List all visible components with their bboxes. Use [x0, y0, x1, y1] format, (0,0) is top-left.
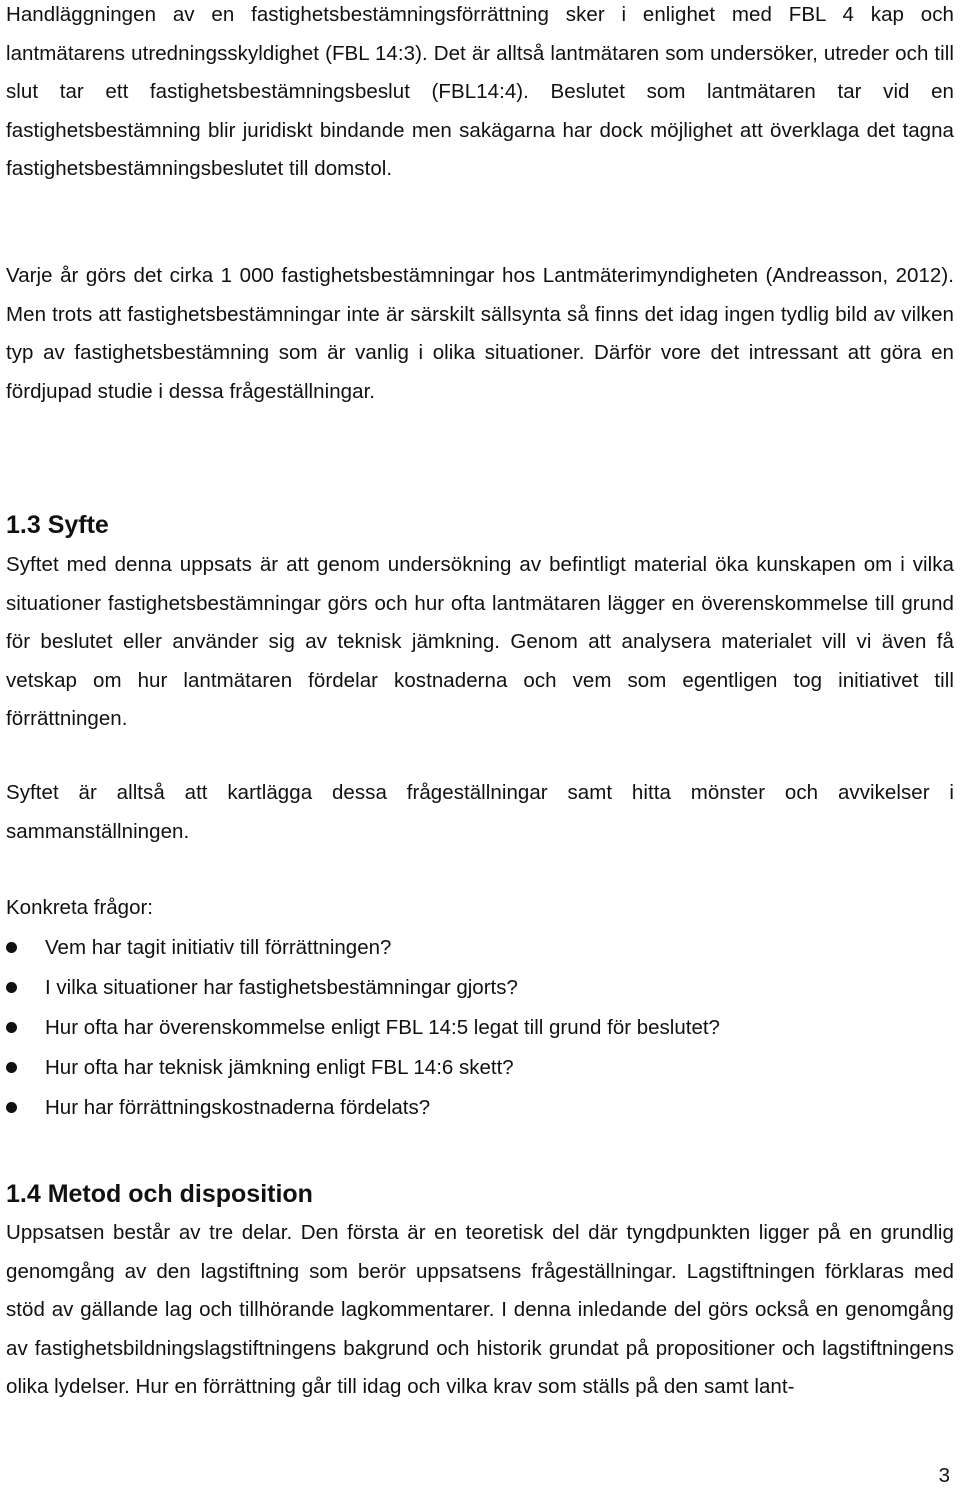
list-item [0, 968, 954, 1008]
question-text: Hur ofta har teknisk jämkning enligt FBL 14:6 skett? [45, 1056, 514, 1079]
bullet-icon [6, 942, 17, 953]
questions-label: Konkreta frågor: [6, 896, 153, 919]
list-item [0, 1088, 954, 1128]
question-text: Hur ofta har överenskommelse enligt FBL 14:5 legat till grund för beslutet? [45, 1016, 720, 1039]
paragraph-syftet-ar: Syftet är alltså att kartlägga dessa frågeställningar samt hitta mönster och avvikelser i sammanställningen. [6, 781, 954, 843]
heading-metod: 1.4 Metod och disposition [6, 1180, 313, 1208]
paragraph-varje-ar: Varje år görs det cirka 1 000 fastighetsbestämningar hos Lantmäterimyndigheten (Andreasson, 2012). Men trots att fastighetsbestämningar inte är särskilt sällsynta så finns det idag ingen tydlig bild av vilken typ av fastighetsbestämning som är vanlig i olika situationer. Därför vore det intressant att göra en fördjupad studie i dessa frågeställningar. [6, 264, 954, 403]
list-item [0, 928, 954, 968]
paragraph-syftet-med: Syftet med denna uppsats är att genom undersökning av befintligt material öka kunskapen om i vilka situationer fastighetsbestämningar görs och hur ofta lantmätaren lägger en överenskommelse till grund för beslutet eller använder sig av teknisk jämkning. Genom att analysera materialet vill vi även få vetskap om hur lantmätaren fördelar kostnaderna och vem som egentligen tog initiativet till förrättningen. [6, 553, 954, 730]
paragraph-uppsatsen: Uppsatsen består av tre delar. Den första är en teoretisk del där tyngdpunkten ligger på en grundlig genomgång av den lagstiftning som berör uppsatsens frågeställningar. Lagstiftningen förklaras med stöd av gällande lag och tillhörande lagkommentarer. I denna inledande del görs också en genomgång av fastighetsbildningslagstiftningens bakgrund och historik grundat på propositioner och lagstiftningens olika lydelser. Hur en förrättning går till idag och vilka krav som ställs på den samt lant- [6, 1221, 954, 1398]
question-text: Hur har förrättningskostnaderna fördelats? [45, 1096, 431, 1119]
questions-list [0, 928, 954, 1128]
bullet-icon [6, 1022, 17, 1033]
bullet-icon [6, 1102, 17, 1113]
list-item [0, 1008, 954, 1048]
bullet-icon [6, 982, 17, 993]
paragraph-handlaggning: Handläggningen av en fastighetsbestämningsförrättning sker i enlighet med FBL 4 kap och lantmätarens utredningsskyldighet (FBL 14:3). Det är alltså lantmätaren som undersöker, utreder och till slut tar ett fastighetsbestämningsbeslut (FBL14:4). Beslutet som lantmätaren tar vid en fastighetsbestämning blir juridiskt bindande men sakägarna har dock möjlighet att överklaga det tagna fastighetsbestämningsbeslutet till domstol. [6, 3, 954, 180]
question-text: I vilka situationer har fastighetsbestämningar gjorts? [45, 976, 518, 999]
heading-syfte: 1.3 Syfte [6, 511, 109, 539]
page-number: 3 [938, 1464, 950, 1487]
list-item [0, 1048, 954, 1088]
bullet-icon [6, 1062, 17, 1073]
question-text: Vem har tagit initiativ till förrättningen? [45, 936, 392, 959]
